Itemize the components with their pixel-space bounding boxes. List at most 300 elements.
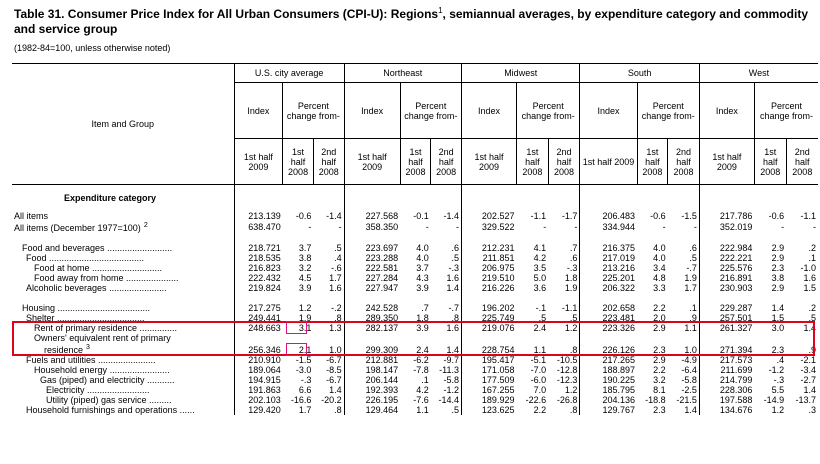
- empty-cell: [580, 185, 637, 212]
- index-cell: 211.699: [699, 365, 754, 375]
- percent-cell: 3.1: [298, 323, 312, 333]
- index-cell: 219.076: [461, 323, 516, 333]
- table-row: [12, 273, 818, 283]
- percent-cell: 1.6: [446, 273, 459, 283]
- row-label-text: Gas (piped) and electricity: [40, 375, 145, 385]
- empty-cell: [786, 185, 818, 212]
- percent-cell: 1.4: [329, 385, 342, 395]
- empty-cell: [461, 233, 516, 243]
- index-cell: 226.126: [580, 333, 637, 355]
- table-row: [12, 365, 818, 375]
- title-text: Table 31. Consumer Price Index for All Urban Consumers (CPI-U): Regions: [14, 7, 439, 21]
- index-cell: 171.058: [461, 365, 516, 375]
- empty-cell: [344, 293, 400, 303]
- percent-cell: -20.2: [321, 395, 342, 405]
- percent-cell: .5: [538, 313, 547, 323]
- percent-cell: .9: [689, 313, 697, 323]
- percent-cell: -.3: [300, 375, 312, 385]
- percent-cell: 1.5: [803, 283, 816, 293]
- percent-cell: 4.0: [416, 253, 429, 263]
- percent-cell: .3: [808, 405, 816, 415]
- index-cell: 195.417: [461, 355, 516, 365]
- index-cell: 218.721: [234, 243, 283, 253]
- percent-cell: 1.7: [298, 405, 312, 415]
- row-label: [12, 405, 234, 415]
- index-cell: 216.891: [699, 273, 754, 283]
- table-row: [12, 253, 818, 263]
- cpi-table-container: [12, 63, 818, 415]
- percent-cell: 3.9: [298, 283, 312, 293]
- index-cell: 222.221: [699, 253, 754, 263]
- empty-cell: [12, 233, 234, 243]
- period-header: 1st half 2009: [461, 139, 516, 185]
- cpi-table: [12, 63, 818, 415]
- leader-dots: ......: [177, 405, 195, 415]
- percent-cell: 4.2: [533, 253, 547, 263]
- percent-cell: .8: [451, 313, 459, 323]
- index-cell: 334.944: [580, 221, 637, 233]
- empty-cell: [283, 233, 314, 243]
- index-cell: 202.658: [580, 303, 637, 313]
- percent-cell: -1.4: [443, 211, 459, 221]
- leader-dots: .........: [146, 395, 172, 405]
- percent-cell: -1.1: [530, 211, 547, 221]
- percent-cell: 2.9: [771, 253, 785, 263]
- row-label: [12, 243, 234, 253]
- percent-cell: 1.8: [564, 273, 578, 283]
- percent-cell: 1.2: [771, 405, 785, 415]
- percent-cell: -0.6: [295, 211, 312, 221]
- region-header: West: [699, 64, 818, 83]
- empty-cell: [668, 185, 700, 212]
- percent-cell: -7.6: [413, 395, 429, 405]
- empty-cell: [668, 293, 700, 303]
- row-label-text: All items: [14, 211, 49, 221]
- row-label: [12, 313, 234, 323]
- percent-cell: -5.8: [681, 375, 697, 385]
- percent-cell: -: [662, 222, 666, 232]
- percent-cell: 1.8: [416, 313, 429, 323]
- index-column-header: Index: [234, 83, 283, 139]
- table-row: [12, 263, 818, 273]
- leader-dots: ............................: [89, 263, 163, 273]
- row-label-text: Household energy: [34, 365, 108, 375]
- period-header: 2nd half 2008: [431, 139, 462, 185]
- period-header: 1st half 2009: [580, 139, 637, 185]
- footnote-ref: 3: [86, 344, 90, 351]
- percent-cell: .5: [334, 243, 342, 253]
- percent-cell: 1.7: [684, 283, 697, 293]
- empty-cell: [637, 233, 668, 243]
- index-cell: 358.350: [344, 221, 400, 233]
- percent-cell: -.1: [535, 303, 547, 313]
- percent-cell: .6: [569, 253, 578, 263]
- percent-cell: -6.4: [681, 365, 697, 375]
- percent-cell: 2.2: [533, 405, 547, 415]
- percent-cell: 2.9: [653, 355, 666, 365]
- table-subtitle: (1982-84=100, unless otherwise noted): [14, 43, 171, 53]
- percent-cell: -1.5: [681, 211, 697, 221]
- percent-cell: .7: [569, 243, 578, 253]
- table-header: [12, 64, 818, 185]
- empty-cell: [580, 293, 637, 303]
- empty-cell: [431, 185, 462, 212]
- percent-cell: 2.9: [653, 323, 666, 333]
- row-label-text: Electricity: [46, 385, 85, 395]
- percent-cell: 1.2: [564, 323, 578, 333]
- percent-cell: .4: [776, 355, 785, 365]
- percent-cell: .5: [569, 313, 578, 323]
- region-header: Midwest: [461, 64, 579, 83]
- table-row: [12, 333, 818, 355]
- percent-cell: .5: [451, 405, 459, 415]
- row-label: [12, 395, 234, 405]
- index-cell: 227.284: [344, 273, 400, 283]
- percent-cell: -21.5: [676, 395, 697, 405]
- empty-cell: [786, 233, 818, 243]
- index-cell: 225.201: [580, 273, 637, 283]
- percent-cell: -22.6: [525, 395, 547, 405]
- empty-cell: [754, 185, 786, 212]
- percent-cell: -1.7: [561, 211, 578, 221]
- index-cell: 216.226: [461, 283, 516, 293]
- empty-cell: [516, 185, 548, 212]
- percent-cell: 1.6: [803, 273, 816, 283]
- table-title: [14, 3, 814, 37]
- leader-dots: ...........: [144, 375, 175, 385]
- index-cell: 217.019: [580, 253, 637, 263]
- table-row: [12, 395, 818, 405]
- percent-cell: -1.2: [443, 385, 459, 395]
- index-cell: 228.754: [461, 333, 516, 355]
- index-cell: 216.823: [234, 263, 283, 273]
- percent-cell: -: [693, 222, 697, 232]
- percent-cell: 1.4: [771, 303, 785, 313]
- index-cell: 197.588: [699, 395, 754, 405]
- percent-cell: -4.9: [681, 355, 697, 365]
- leader-dots: .....................................: [55, 303, 151, 313]
- percent-cell: 4.0: [653, 253, 666, 263]
- percent-cell: 1.1: [533, 345, 547, 355]
- period-header: 1st half 2008: [637, 139, 668, 185]
- percent-cell: -0.1: [413, 211, 429, 221]
- index-column-header: Index: [461, 83, 516, 139]
- index-cell: 212.881: [344, 355, 400, 365]
- percent-cell: .7: [421, 303, 429, 313]
- table-row: [12, 355, 818, 365]
- percent-cell: 3.8: [298, 253, 312, 263]
- empty-cell: [754, 233, 786, 243]
- leader-dots: ........................: [107, 365, 170, 375]
- percent-cell: 3.9: [416, 283, 429, 293]
- leader-dots: ...................................: [54, 313, 145, 323]
- index-cell: 230.903: [699, 283, 754, 293]
- leader-dots: ......................................: [46, 253, 145, 263]
- index-cell: 329.522: [461, 221, 516, 233]
- index-cell: 216.375: [580, 243, 637, 253]
- percent-cell: -: [574, 222, 578, 232]
- empty-cell: [431, 293, 462, 303]
- percent-cell: -: [455, 222, 459, 232]
- index-cell: 129.464: [344, 405, 400, 415]
- percent-cell: .8: [334, 313, 342, 323]
- row-label-text: Fuels and utilities: [26, 355, 96, 365]
- index-cell: 222.432: [234, 273, 283, 283]
- percent-cell: 3.7: [298, 243, 312, 253]
- empty-cell: [637, 185, 668, 212]
- percent-cell: 7.0: [533, 385, 547, 395]
- item-group-header: Item and Group: [91, 119, 155, 129]
- period-header: 1st half 2009: [234, 139, 283, 185]
- percent-cell: -: [338, 222, 342, 232]
- percent-cell: 1.1: [684, 323, 697, 333]
- index-cell: 299.309: [344, 333, 400, 355]
- percent-cell: .1: [421, 375, 429, 385]
- percent-cell: -0.6: [768, 211, 785, 221]
- index-cell: 248.663: [234, 323, 283, 333]
- percent-cell: -13.7: [795, 395, 816, 405]
- empty-cell: [461, 185, 516, 212]
- empty-cell: [283, 293, 314, 303]
- percent-cell: 4.1: [533, 243, 547, 253]
- percent-cell: .4: [334, 253, 342, 263]
- row-label: [12, 253, 234, 263]
- leader-dots: .......................: [95, 355, 156, 365]
- percent-cell: .2: [808, 243, 816, 253]
- index-cell: 217.573: [699, 355, 754, 365]
- row-label: [12, 375, 234, 385]
- percent-cell: -26.8: [556, 395, 578, 405]
- row-label-text: Food and beverages: [22, 243, 105, 253]
- empty-cell: [313, 185, 344, 212]
- percent-cell: -.7: [448, 303, 459, 313]
- percent-cell: -: [543, 222, 547, 232]
- index-cell: 189.064: [234, 365, 283, 375]
- percent-cell: .6: [451, 243, 459, 253]
- percent-cell: -1.1: [800, 211, 816, 221]
- row-label-text: Housing: [22, 303, 56, 313]
- index-cell: 134.676: [699, 405, 754, 415]
- index-cell: 223.481: [580, 313, 637, 323]
- index-cell: 229.287: [699, 303, 754, 313]
- index-cell: 129.420: [234, 405, 283, 415]
- row-label: [12, 333, 234, 355]
- percent-cell: 8.1: [653, 385, 666, 395]
- spacer-row: [12, 233, 818, 243]
- section-label: Expenditure category: [64, 193, 157, 203]
- percent-cell: .6: [689, 243, 697, 253]
- row-label: [12, 283, 234, 293]
- index-cell: 177.509: [461, 375, 516, 385]
- index-cell: 282.137: [344, 323, 400, 333]
- row-label: [12, 385, 234, 395]
- index-cell: 204.136: [580, 395, 637, 405]
- index-cell: 210.910: [234, 355, 283, 365]
- percent-cell: 4.0: [653, 243, 666, 253]
- empty-cell: [400, 233, 431, 243]
- percent-cell: 5.0: [533, 273, 547, 283]
- table-row: [12, 385, 818, 395]
- percent-cell: -5.1: [530, 355, 547, 365]
- percent-cell: 3.4: [653, 263, 666, 273]
- empty-cell: [461, 293, 516, 303]
- index-cell: 257.501: [699, 313, 754, 323]
- percent-cell: -18.8: [645, 395, 666, 405]
- index-column-header: Index: [580, 83, 637, 139]
- empty-cell: [699, 293, 754, 303]
- percent-cell: -.3: [566, 263, 578, 273]
- index-cell: 217.265: [580, 355, 637, 365]
- index-cell: 228.306: [699, 385, 754, 395]
- percent-cell: 4.5: [298, 273, 312, 283]
- percent-cell: 3.2: [298, 263, 312, 273]
- index-cell: 226.195: [344, 395, 400, 405]
- leader-dots: ..........................: [104, 243, 173, 253]
- index-cell: 190.225: [580, 375, 637, 385]
- index-cell: 217.786: [699, 211, 754, 221]
- percent-cell: -1.1: [561, 303, 578, 313]
- row-label: [12, 273, 234, 283]
- index-cell: 202.527: [461, 211, 516, 221]
- percent-cell: -14.4: [438, 395, 459, 405]
- index-cell: 242.528: [344, 303, 400, 313]
- index-cell: 222.984: [699, 243, 754, 253]
- percent-cell: -1.4: [326, 211, 342, 221]
- index-cell: 206.975: [461, 263, 516, 273]
- empty-cell: [344, 233, 400, 243]
- table-row: [12, 405, 818, 415]
- percent-change-header: Percent change from-: [754, 83, 818, 139]
- table-row: [12, 375, 818, 385]
- index-cell: 188.897: [580, 365, 637, 375]
- period-header: 1st half 2008: [516, 139, 548, 185]
- percent-cell: .5: [689, 253, 697, 263]
- percent-cell: -.3: [773, 375, 785, 385]
- empty-cell: [313, 233, 344, 243]
- index-cell: 206.322: [580, 283, 637, 293]
- empty-cell: [400, 185, 431, 212]
- leader-dots: .....................: [123, 273, 179, 283]
- index-cell: 271.394: [699, 333, 754, 355]
- index-cell: 227.947: [344, 283, 400, 293]
- leader-dots: .......................: [106, 283, 167, 293]
- percent-cell: 1.0: [684, 345, 697, 355]
- percent-cell: 1.6: [329, 283, 342, 293]
- table-row: [12, 303, 818, 313]
- empty-cell: [516, 233, 548, 243]
- percent-cell: -2.1: [800, 355, 816, 365]
- region-header: Northeast: [344, 64, 461, 83]
- index-cell: 211.851: [461, 253, 516, 263]
- index-cell: 192.393: [344, 385, 400, 395]
- index-cell: 223.288: [344, 253, 400, 263]
- empty-cell: [344, 185, 400, 212]
- percent-cell: -10.5: [556, 355, 578, 365]
- period-header: 1st half 2008: [400, 139, 431, 185]
- index-column-header: Index: [344, 83, 400, 139]
- index-cell: 223.326: [580, 323, 637, 333]
- percent-cell: -: [813, 222, 816, 232]
- index-cell: 196.202: [461, 303, 516, 313]
- index-cell: 185.795: [580, 385, 637, 395]
- table-row: [12, 243, 818, 253]
- percent-cell: -6.7: [326, 355, 342, 365]
- percent-cell: -.2: [331, 303, 342, 313]
- percent-cell: 1.1: [416, 405, 429, 415]
- percent-cell: 1.7: [329, 273, 342, 283]
- index-cell: 129.767: [580, 405, 637, 415]
- percent-cell: 1.0: [329, 345, 342, 355]
- spacer-row: [12, 293, 818, 303]
- table-row: [12, 313, 818, 323]
- row-label: [12, 303, 234, 313]
- empty-cell: [516, 293, 548, 303]
- percent-cell: .8: [334, 405, 342, 415]
- empty-cell: [668, 233, 700, 243]
- percent-cell: -3.0: [295, 365, 312, 375]
- percent-cell: -12.8: [556, 365, 578, 375]
- row-label-text: Owners' equivalent rent of primary: [34, 333, 171, 343]
- percent-cell: -2.5: [681, 385, 697, 395]
- percent-cell: 3.9: [416, 323, 429, 333]
- percent-cell: 1.5: [771, 313, 785, 323]
- row-label-text: Food at home: [34, 263, 90, 273]
- row-label-text: Shelter: [26, 313, 55, 323]
- leader-dots: .........................: [84, 385, 150, 395]
- percent-cell: .8: [569, 345, 578, 355]
- index-cell: 218.535: [234, 253, 283, 263]
- index-cell: 222.581: [344, 263, 400, 273]
- row-label-text: Food: [26, 253, 47, 263]
- percent-cell: 1.4: [684, 405, 697, 415]
- percent-change-header: Percent change from-: [400, 83, 461, 139]
- row-label: [12, 323, 234, 333]
- row-label-text: Rent of primary residence: [34, 323, 138, 333]
- percent-cell: -14.9: [763, 395, 785, 405]
- percent-cell: -12.3: [556, 375, 578, 385]
- empty-cell: [431, 233, 462, 243]
- percent-cell: 5.5: [771, 385, 785, 395]
- percent-cell: -.6: [331, 263, 342, 273]
- row-label: [12, 211, 234, 221]
- percent-cell: -.3: [448, 263, 459, 273]
- row-label: [12, 221, 234, 233]
- percent-change-header: Percent change from-: [637, 83, 699, 139]
- row-label-text: Alcoholic beverages: [26, 283, 107, 293]
- table-row: [12, 221, 818, 233]
- empty-cell: [234, 185, 283, 212]
- percent-cell: -5.8: [443, 375, 459, 385]
- region-header: U.S. city average: [234, 64, 344, 83]
- percent-cell: -7.8: [413, 365, 429, 375]
- percent-cell: -.7: [686, 263, 697, 273]
- index-cell: 256.346: [234, 333, 283, 355]
- percent-cell: -: [425, 222, 429, 232]
- percent-cell: 2.4: [416, 345, 429, 355]
- period-header: 1st half 2008: [754, 139, 786, 185]
- percent-cell: 2.3: [771, 345, 785, 355]
- index-cell: 638.470: [234, 221, 283, 233]
- row-label-text-continued: residence: [44, 345, 84, 355]
- percent-cell: 4.8: [653, 273, 666, 283]
- index-cell: 214.799: [699, 375, 754, 385]
- percent-cell: 1.4: [803, 323, 816, 333]
- percent-cell: -9.7: [443, 355, 459, 365]
- index-cell: 194.915: [234, 375, 283, 385]
- table-row: [12, 211, 818, 221]
- percent-cell: -6.2: [413, 355, 429, 365]
- percent-cell: 2.3: [771, 263, 785, 273]
